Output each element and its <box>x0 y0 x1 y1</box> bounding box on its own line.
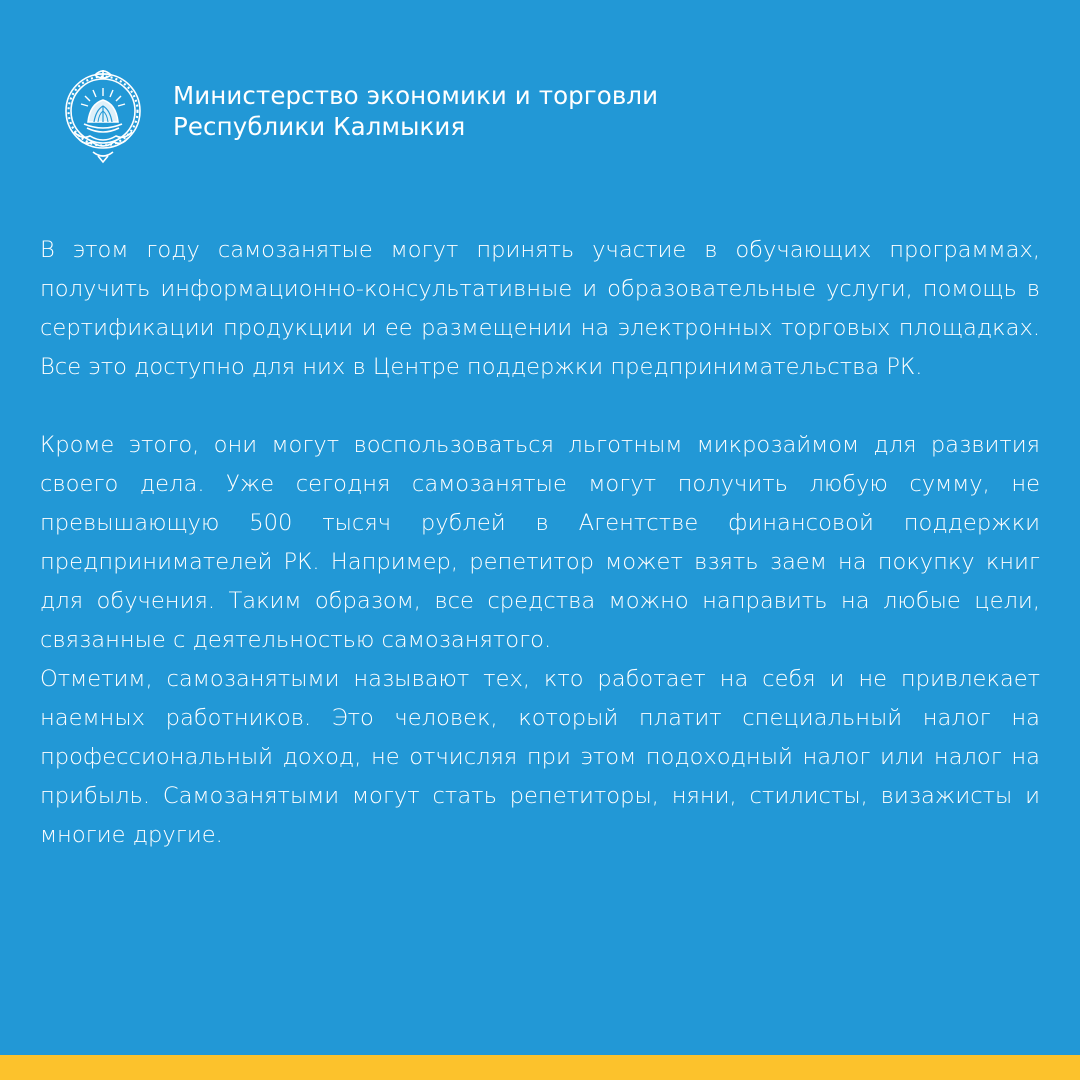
header <box>60 66 658 164</box>
bottom-accent-stripe <box>0 1055 1080 1080</box>
organization-title-line-2: Республики Калмыкия <box>173 112 466 141</box>
paragraph-1: В этом году самозанятые могут принять участие в обучающих программах, получить информационно-консультативные и образовательные услуги, помощь в сертификации продукции и ее размещении на электронных торговых площадках. Все это доступно для них в Центре поддержки предпринимательства РК. <box>40 237 1040 380</box>
organization-title-line-1: Министерство экономики и торговли <box>173 81 659 110</box>
article-body <box>40 231 1040 855</box>
kalmykia-emblem-icon <box>60 66 146 164</box>
organization-title <box>173 80 658 142</box>
paragraph-3: Отметим, самозанятыми называют тех, кто работает на себя и не привлекает наемных работников. Это человек, который платит специальный налог на профессиональный доход, не отчисляя при этом подоходный налог или налог на прибыль. Самозанятыми могут стать репетиторы, няни, стилисты, визажисты и многие другие. <box>40 666 1040 848</box>
paragraph-2: Кроме этого, они могут воспользоваться льготным микрозаймом для развития своего дела. Уже сегодня самозанятые могут получить любую сумму, не превышающую 500 тысяч рублей в Агентстве финансовой поддержки предпринимателей РК. Например, репетитор может взять заем на покупку книг для обучения. Таким образом, все средства можно направить на любые цели, связанные с деятельностью самозанятого. <box>40 432 1040 653</box>
